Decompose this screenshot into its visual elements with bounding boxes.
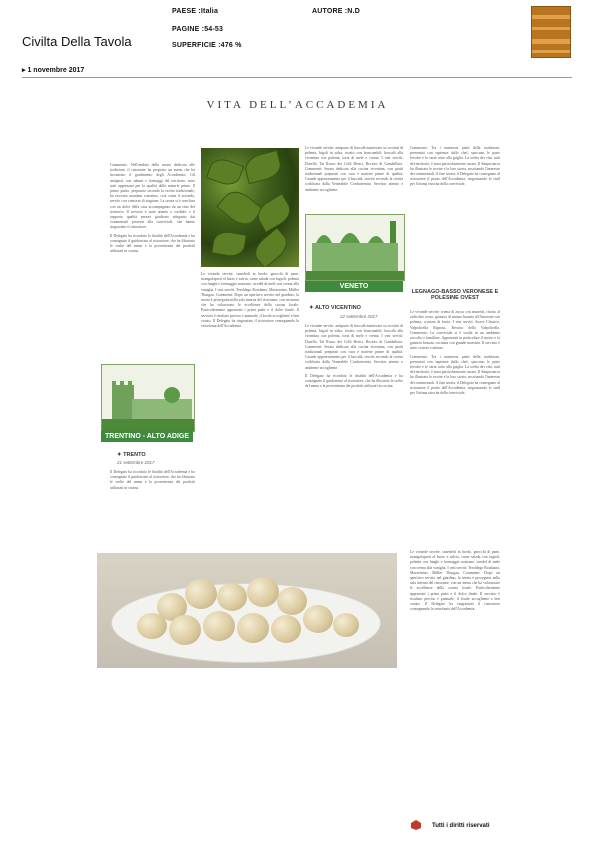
page-thumbnail[interactable]	[531, 6, 571, 58]
region-label-veneto: VENETO	[305, 281, 403, 292]
column-4-body-text: Le vivande servite: crema di zucca con amaretti, risotto al radicchio rosso, guancia di manzo brasata all'Amarone con polenta, crostata di frutta. I vini serviti: Soave Classico, Valpolicella Ripasso, Recioto della Valpolicella. Commento: La conviviale si è svolta in un ambiente raccolto e familiare. Apprezzati in particolare il risotto e la guancia brasata, cucinata con grande maestria. Il servizio è stato cortese e attento.	[410, 310, 500, 351]
date-vicentino: 22 settembre 2017	[340, 314, 378, 319]
article-column-4-bottom	[410, 550, 500, 666]
region-label-trentino: TRENTINO - ALTO ADIGE	[101, 431, 193, 442]
place-alto-vicentino	[309, 305, 361, 311]
column-2-text: Le vivande servite: canederli in brodo, gnocchi di pane, strangolapreti al burro e salvia, carne salada con fagioli, polenta con funghi e formaggio nostrano, strudel di mele con crema alla vaniglia. I vini serviti: Teroldego Rotaliano, Marzemino, Müller Thurgau. Commenti: Dopo un aperitivo servito nel giardino, la serata è proseguita nella sala interna del ristorante, con un menu che ha valorizzato le eccellenze della cucina locale. Particolarmente apprezzati i primi piatti e il dolce finale. Il servizio è risultato preciso e puntuale, il locale accogliente e ben curato. Il Delegato ha ringraziato il ristoratore consegnando la vetrofania dell'Accademia.	[201, 272, 299, 329]
column-3-text: Le vivande servite: antipasto di baccalà mantecato su crostini di polenta, bigoli in salsa, risotto con bruscandoli, baccalà alla vicentina con polenta, torta di mele e crema. I vini serviti: Durello, Tai Rosso dei Colli Berici, Recioto di Gambellara. Commenti: Serata dedicata alla cucina vicentina, con piatti tradizionali preparati con cura e materie prime di qualità. Grande apprezzamento per il baccalà, servito secondo la ricetta codificata dalla Venerabile Confraternita. Servizio attento e ambiente accogliente.	[305, 324, 403, 370]
issue-date	[22, 66, 84, 74]
article-column-4	[410, 310, 500, 548]
venice-illustration	[306, 215, 404, 280]
article-column-2	[201, 272, 299, 534]
fork-knife-icon: ✦	[117, 452, 122, 458]
fork-knife-icon: ✦	[309, 305, 314, 311]
column-4-text: Commento. Tra i numerosi piatti della tradizione, presentati con sapienza dallo chef, spiccano le paste fresche e le carni cotte alla griglia. La scelta dei vini, tutti del territorio, è stata particolarmente curata. Il Simposiarca ha illustrato le ricette e la loro storia, suscitando l'interesse dei commensali. A fine serata, il Delegato ha consegnato al ristoratore il piatto dell'Accademia, ringraziando lo staff per l'ottima riuscita della conviviale.	[410, 146, 500, 187]
trento-body	[110, 470, 195, 536]
article-column-1	[110, 163, 195, 359]
date-trento: 21 settembre 2017	[117, 460, 155, 465]
column-4-bottom-text: Le vivande servite: canederli in brodo, gnocchi di pane, strangolapreti al burro e salvia, carne salada con fagioli, polenta con funghi e formaggio nostrano, strudel di mele con crema alla vaniglia. I vini serviti: Teroldego Rotaliano, Marzemino, Müller Thurgau. Commenti: Dopo un aperitivo servito nel giardino, la serata è proseguita nella sala interna del ristorante, con un menu che ha valorizzato le eccellenze della cucina locale. Particolarmente apprezzati i primi piatti e il dolce finale. Il servizio è risultato preciso e puntuale, il locale accogliente e ben curato. Il Delegato ha ringraziato il ristoratore consegnando la vetrofania dell'Accademia.	[410, 550, 500, 612]
copyright-logo-icon	[411, 820, 421, 830]
article-column-3-top	[305, 146, 403, 198]
column-3-top-text: Le vivande servite: antipasto di baccalà mantecato su crostini di polenta, bigoli in salsa, risotto con bruscandoli, baccalà alla vicentina con polenta, torta di mele e crema. I vini serviti: Durello, Tai Rosso dei Colli Berici, Recioto di Gambellara. Commenti: Serata dedicata alla cucina vicentina, con piatti tradizionali preparati con cura e materie prime di qualità. Grande apprezzamento per il baccalà, servito secondo la ricetta codificata dalla Venerabile Confraternita. Servizio attento e ambiente accogliente.	[305, 146, 403, 192]
header-divider	[22, 77, 572, 78]
column-1-text-cont: Il Delegato ha ricordato le finalità dell'Accademia e ha consegnato il guidoncino al ristoratore, che ha illustrato le scelte del menu e la provenienza dei prodotti utilizzati in cucina.	[110, 233, 195, 254]
place-vicentino-label: ALTO VICENTINO	[314, 305, 361, 311]
triangle-bullet-icon: ▸	[22, 67, 26, 74]
trento-body-text: Il Delegato ha ricordato le finalità dell'Accademia e ha consegnato il guidoncino al ristoratore, che ha illustrato le scelte del menu e la provenienza dei prodotti utilizzati in cucina.	[110, 470, 195, 490]
place-trento	[117, 452, 146, 458]
footer-rights: Tutti i diritti riservati	[432, 823, 490, 829]
castle-illustration	[102, 365, 194, 431]
column-1-text: Commento. Nell'ambito della serata dedicata alle tradizioni, il ristorante ha proposto un menu che ha incontrato il gradimento degli Accademici. Gli antipasti, con salumi e formaggi del territorio, sono stati apprezzati per la qualità delle materie prime. Il primo piatto, preparato secondo la ricetta tradizionale, ha ricevuto unanime consenso, così come il secondo, servito con contorni di stagione. La serata si è conclusa con un dolce della casa accompagnato da un vino del territorio. Il servizio è stato attento e cordiale, e il rapporto qualità prezzo giudicato adeguato dai commensali presenti alla conviviale, che hanno ringraziato il ristoratore.	[110, 163, 195, 230]
meta-autore: AUTORE :N.D	[312, 8, 360, 15]
meta-paese: PAESE :Italia	[172, 8, 219, 15]
article-column-3	[305, 324, 403, 536]
issue-date-text: 1 novembre 2017	[27, 67, 85, 74]
article-column-4-top	[410, 146, 500, 276]
venice-image	[305, 214, 405, 281]
trento-castle-image	[101, 364, 195, 432]
subhead-legnago: LEGNAGO-BASSO VERONESE E POLESINE OVEST	[411, 289, 499, 301]
place-trento-label: TRENTO	[123, 452, 146, 458]
publication-title: Civilta Della Tavola	[22, 34, 132, 49]
dumplings-photo	[97, 553, 397, 668]
meta-superficie: SUPERFICIE :476 %	[172, 42, 242, 49]
basil-photo	[201, 148, 299, 267]
column-3-text-cont: Il Delegato ha ricordato le finalità dell'Accademia e ha consegnato il guidoncino al ristoratore, che ha illustrato le scelte del menu e la provenienza dei prodotti utilizzati in cucina.	[305, 373, 403, 389]
section-title: VITA DELL’ACCADEMIA	[206, 99, 389, 111]
column-4-body-text-cont: Commento. Tra i numerosi piatti della tradizione, presentati con sapienza dallo chef, spiccano le paste fresche e le carni cotte alla griglia. La scelta dei vini, tutti del territorio, è stata particolarmente curata. Il Simposiarca ha illustrato le ricette e la loro storia, suscitando l'interesse dei commensali. A fine serata, il Delegato ha consegnato al ristoratore il piatto dell'Accademia, ringraziando lo staff per l'ottima riuscita della conviviale.	[410, 354, 500, 396]
meta-pagine: PAGINE :54-53	[172, 26, 224, 33]
